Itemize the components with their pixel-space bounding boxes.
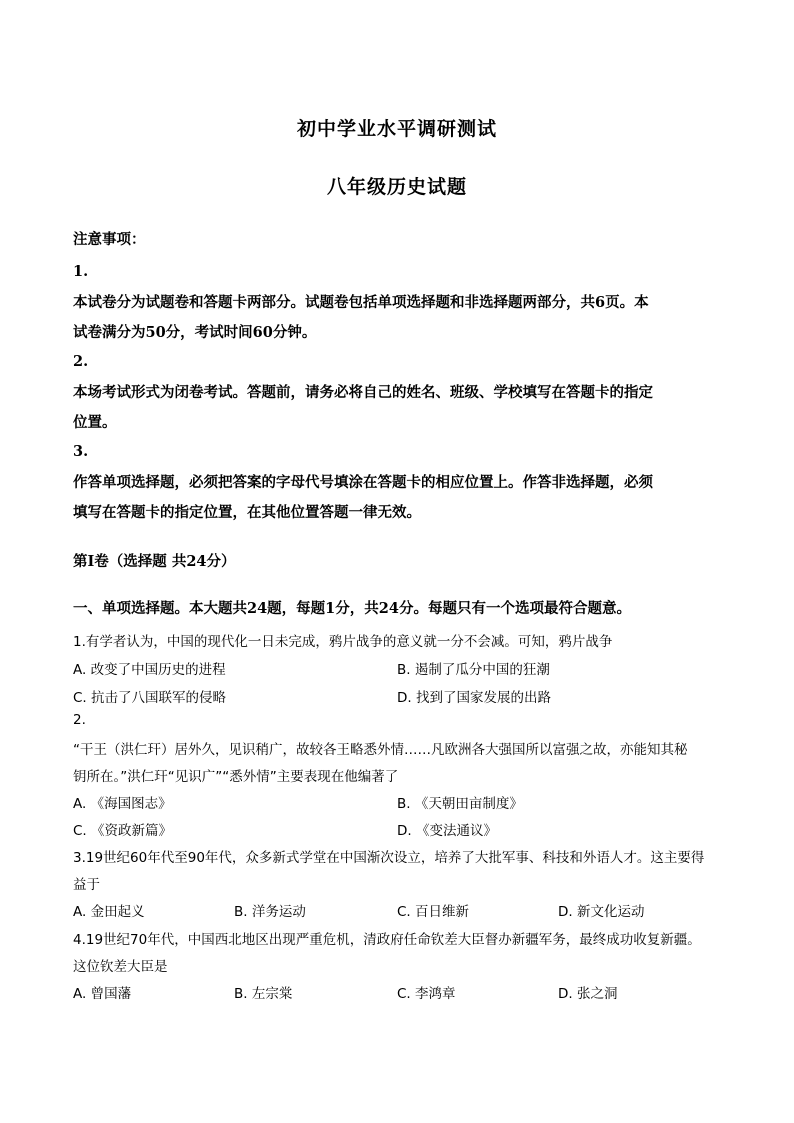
section-title: 第Ⅰ卷（选择题 共24分） xyxy=(73,553,236,570)
option-a: A. 《海国图志》 xyxy=(73,796,172,812)
option-d: D. 找到了国家发展的出路 xyxy=(397,690,551,706)
option-d: D. 《变法通议》 xyxy=(397,823,497,839)
notice-item-number: 1. xyxy=(73,263,89,280)
question-stem: 益于 xyxy=(73,877,100,893)
notice-item-number: 2. xyxy=(73,353,89,370)
notice-item-line: 填写在答题卡的指定位置，在其他位置答题一律无效。 xyxy=(73,504,421,521)
option-b: B. 左宗棠 xyxy=(234,986,293,1002)
option-c: C. 抗击了八国联军的侵略 xyxy=(73,690,227,706)
option-a: A. 曾国藩 xyxy=(73,986,132,1002)
option-b: B. 《天朝田亩制度》 xyxy=(397,796,523,812)
notice-item-line: 位置。 xyxy=(73,414,117,431)
question-number: 2. xyxy=(73,712,86,728)
section-instruction: 一、单项选择题。本大题共24题，每题1分，共24分。每题只有一个选项最符合题意。 xyxy=(73,600,631,617)
question-stem: “干王（洪仁玕）居外久，见识稍广，故较各王略悉外情……凡欧洲各大强国所以富强之故，亦能知其秘 xyxy=(73,742,688,758)
question-stem: 4.19世纪70年代，中国西北地区出现严重危机，清政府任命钦差大臣督办新疆军务，最终成功收复新疆。 xyxy=(73,932,701,948)
question-stem: 1.有学者认为，中国的现代化一日未完成，鸦片战争的意义就一分不会减。可知，鸦片战争 xyxy=(73,634,613,650)
option-a: A. 改变了中国历史的进程 xyxy=(73,662,226,678)
option-c: C. 《资政新篇》 xyxy=(73,823,173,839)
question-stem: 3.19世纪60年代至90年代，众多新式学堂在中国渐次设立，培养了大批军事、科技和外语人才。这主要得 xyxy=(73,850,705,866)
notice-item-line: 作答单项选择题，必须把答案的字母代号填涂在答题卡的相应位置上。作答非选择题，必须 xyxy=(73,474,653,491)
option-c: C. 李鸿章 xyxy=(397,986,456,1002)
notice-item-line: 试卷满分为50分，考试时间60分钟。 xyxy=(73,324,317,341)
notice-item-line: 本场考试形式为闭卷考试。答题前，请务必将自己的姓名、班级、学校填写在答题卡的指定 xyxy=(73,384,653,401)
option-b: B. 洋务运动 xyxy=(234,904,306,920)
notice-item-line: 本试卷分为试题卷和答题卡两部分。试题卷包括单项选择题和非选择题两部分，共6页。本 xyxy=(73,294,649,311)
exam-subtitle: 八年级历史试题 xyxy=(326,176,467,198)
option-a: A. 金田起义 xyxy=(73,904,145,920)
option-b: B. 遏制了瓜分中国的狂潮 xyxy=(397,662,550,678)
notice-heading: 注意事项： xyxy=(73,231,146,248)
option-c: C. 百日维新 xyxy=(397,904,470,920)
question-stem: 这位钦差大臣是 xyxy=(73,959,168,975)
exam-title: 初中学业水平调研测试 xyxy=(296,118,497,140)
notice-item-number: 3. xyxy=(73,443,89,460)
option-d: D. 张之洞 xyxy=(558,986,618,1002)
option-d: D. 新文化运动 xyxy=(558,904,645,920)
question-stem: 钥所在。”洪仁玕“见识广”“悉外情”主要表现在他编著了 xyxy=(73,769,399,785)
